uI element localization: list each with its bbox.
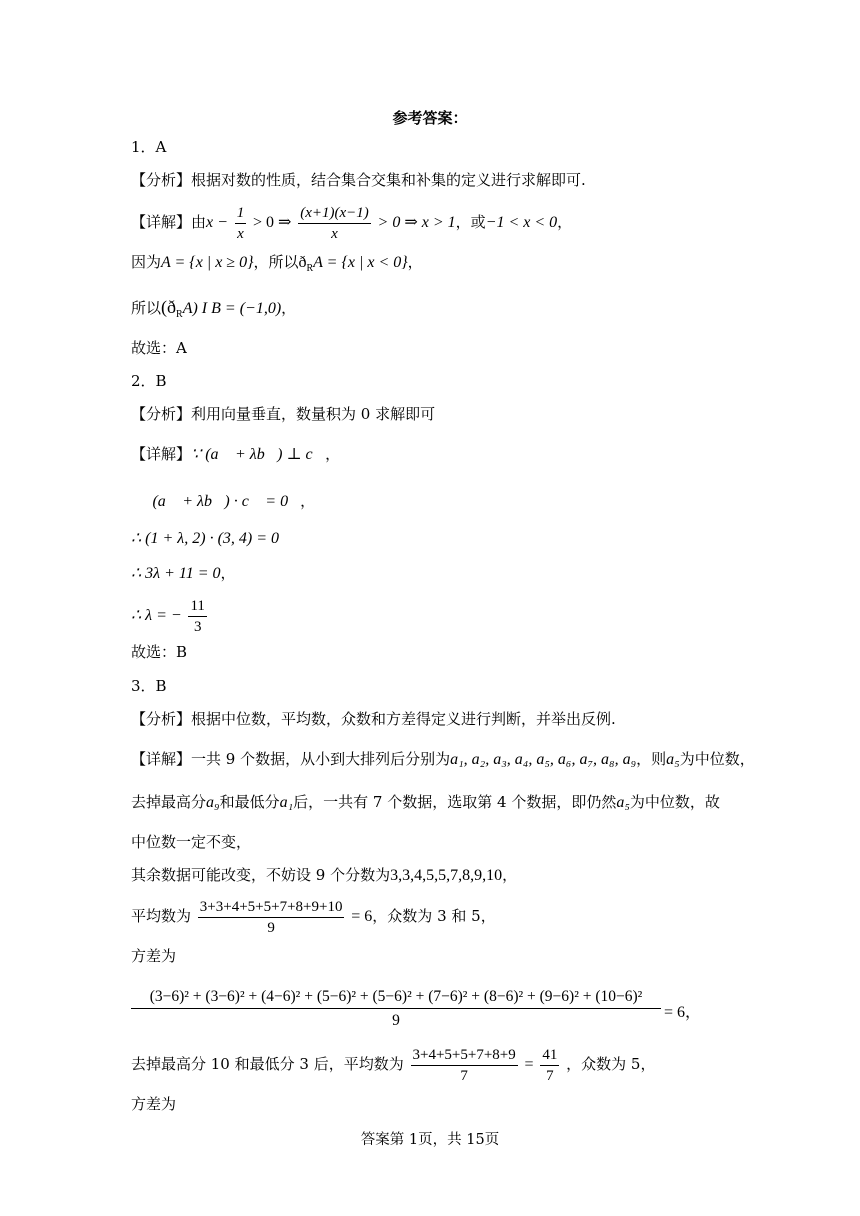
text: ，则 bbox=[636, 750, 667, 768]
text: ， bbox=[502, 866, 518, 884]
q3-detail-line-1 bbox=[131, 749, 755, 770]
complement-symbol: ð bbox=[298, 254, 307, 271]
text: ，所以 bbox=[253, 253, 299, 271]
q1-answer: 故选：A bbox=[131, 339, 187, 357]
fraction-denominator: 9 bbox=[392, 1012, 400, 1029]
text: 【详解】一共 9 个数据，从小到大排列后分别为 bbox=[131, 750, 451, 768]
fraction bbox=[298, 203, 371, 244]
fraction-denominator: 3 bbox=[193, 618, 202, 635]
math-expr: 3,3,4,5,5,7,8,9,10 bbox=[390, 867, 503, 884]
text: 所以 bbox=[131, 299, 162, 317]
variance-fraction bbox=[131, 986, 661, 1033]
math-expr: a₁, a₂, a₃, a₄, a₅, a₆, a₇, a₈, a₉ bbox=[450, 751, 637, 768]
text: 去掉最高分 10 和最低分 3 后，平均数为 bbox=[131, 1055, 404, 1073]
text: 去掉最高分 bbox=[131, 793, 207, 811]
math-expr: > 0 ⇒ bbox=[252, 214, 292, 231]
q2-answer: 故选：B bbox=[131, 643, 188, 661]
text: 为中位数， bbox=[679, 750, 755, 768]
page-title: 参考答案： bbox=[392, 109, 468, 127]
q1-heading: 1．A bbox=[131, 138, 167, 156]
q3-detail-line-8 bbox=[131, 1042, 655, 1087]
math-expr: a₅ bbox=[666, 751, 680, 768]
math-expr: A = {x | x ≥ 0} bbox=[161, 254, 254, 271]
q3-analysis: 【分析】根据中位数，平均数，众数和方差得定义进行判断，并举出反例. bbox=[131, 710, 616, 728]
text: ，或 bbox=[455, 213, 486, 231]
fraction bbox=[235, 203, 247, 244]
math-expr: A) I B = (−1,0) bbox=[182, 300, 282, 317]
q3-detail-line-3: 中位数一定不变， bbox=[131, 833, 252, 851]
math-expr: a₁ bbox=[279, 794, 294, 811]
q3-detail-line-9: 方差为 bbox=[131, 1095, 177, 1113]
math-expr: (ð bbox=[161, 297, 177, 317]
q1-detail-line-2 bbox=[131, 252, 423, 279]
fraction bbox=[540, 1045, 559, 1086]
math-expr: −1 < x < 0 bbox=[485, 214, 558, 231]
text: 其余数据可能改变，不妨设 9 个分数为 bbox=[131, 866, 391, 884]
page-footer: 答案第 1页，共 15页 bbox=[360, 1132, 500, 1148]
math-expr: ∴ 3λ + 11 = 0 bbox=[131, 565, 221, 582]
detail-label: 【详解】由 bbox=[131, 213, 207, 231]
q1-analysis: 【分析】根据对数的性质，结合集合交集和补集的定义进行求解即可. bbox=[131, 171, 586, 189]
math-expr: ∴ (1 + λ, 2) · (3, 4) = 0 bbox=[131, 530, 280, 547]
q3-detail-line-5 bbox=[131, 894, 496, 939]
fraction-numerator: 41 bbox=[540, 1045, 559, 1066]
math-expr: a₅ bbox=[616, 794, 630, 811]
fraction bbox=[198, 897, 345, 938]
text: ， bbox=[281, 299, 297, 317]
q2-detail-line-2 bbox=[136, 491, 315, 512]
q2-detail-line-1 bbox=[131, 444, 340, 465]
q1-detail-line-1 bbox=[131, 200, 572, 245]
q2-detail-line-4 bbox=[131, 563, 236, 584]
fraction-denominator: x bbox=[237, 225, 244, 242]
q2-detail-line-3 bbox=[131, 528, 279, 549]
fraction-numerator: 3+4+5+5+7+8+9 bbox=[411, 1045, 518, 1066]
variance-result: = 6， bbox=[664, 1004, 702, 1021]
text: 因为 bbox=[131, 253, 162, 271]
text: ， bbox=[300, 492, 316, 510]
fraction-denominator: 7 bbox=[460, 1067, 468, 1084]
fraction-numerator: 11 bbox=[188, 596, 206, 617]
math-expr: > 0 ⇒ x > 1 bbox=[377, 214, 456, 231]
math-expr: ∴ (a⃗ + λb⃗) · c⃗ = 0 bbox=[136, 493, 289, 510]
q3-heading: 3．B bbox=[131, 677, 167, 695]
math-expr: A = {x | x < 0} bbox=[313, 254, 408, 271]
text: ，众数为 5， bbox=[566, 1055, 656, 1073]
text: ， bbox=[557, 213, 573, 231]
fraction bbox=[411, 1045, 518, 1086]
text: ，众数为 3 和 5， bbox=[372, 907, 496, 925]
text: ， bbox=[407, 253, 423, 271]
subscript: R bbox=[176, 309, 183, 320]
text: 和最低分 bbox=[219, 793, 280, 811]
detail-label: 【详解】 bbox=[131, 445, 192, 463]
q1-detail-line-3 bbox=[131, 297, 296, 325]
text: 后，一共有 7 个数据，选取第 4 个数据，即仍然 bbox=[293, 793, 617, 811]
q3-detail-line-2 bbox=[131, 792, 720, 813]
q2-detail-line-5 bbox=[131, 593, 209, 638]
math-expr: a₉ bbox=[206, 794, 220, 811]
text: ， bbox=[220, 564, 236, 582]
q3-detail-line-6: 方差为 bbox=[131, 947, 177, 965]
math-expr: x − bbox=[206, 214, 228, 231]
q2-analysis: 【分析】利用向量垂直，数量积为 0 求解即可 bbox=[131, 405, 436, 423]
subscript: R bbox=[306, 263, 314, 274]
fraction-denominator: x bbox=[331, 225, 338, 242]
math-expr: = 6 bbox=[351, 908, 373, 925]
fraction bbox=[188, 596, 206, 637]
math-expr: ∵ (a⃗ + λb⃗) ⊥ c⃗ bbox=[191, 446, 326, 463]
fraction-denominator: 7 bbox=[546, 1067, 554, 1084]
fraction-denominator: 9 bbox=[267, 919, 275, 936]
text: 为中位数，故 bbox=[629, 793, 720, 811]
fraction-numerator: 3+3+4+5+5+7+8+9+10 bbox=[198, 897, 345, 918]
fraction-numerator: (3−6)² + (3−6)² + (4−6)² + (5−6)² + (5−6)² + (7−6)² + (8−6)² + (9−6)² + (10−6)² bbox=[131, 986, 661, 1009]
fraction-numerator: (x+1)(x−1) bbox=[298, 203, 371, 224]
math-expr: ∴ λ = − bbox=[131, 607, 182, 624]
q3-detail-line-4 bbox=[131, 865, 517, 886]
text: 平均数为 bbox=[131, 907, 192, 925]
text: ， bbox=[325, 445, 341, 463]
q2-heading: 2．B bbox=[131, 372, 167, 390]
math-expr: = bbox=[524, 1056, 534, 1073]
fraction-numerator: 1 bbox=[235, 203, 247, 224]
